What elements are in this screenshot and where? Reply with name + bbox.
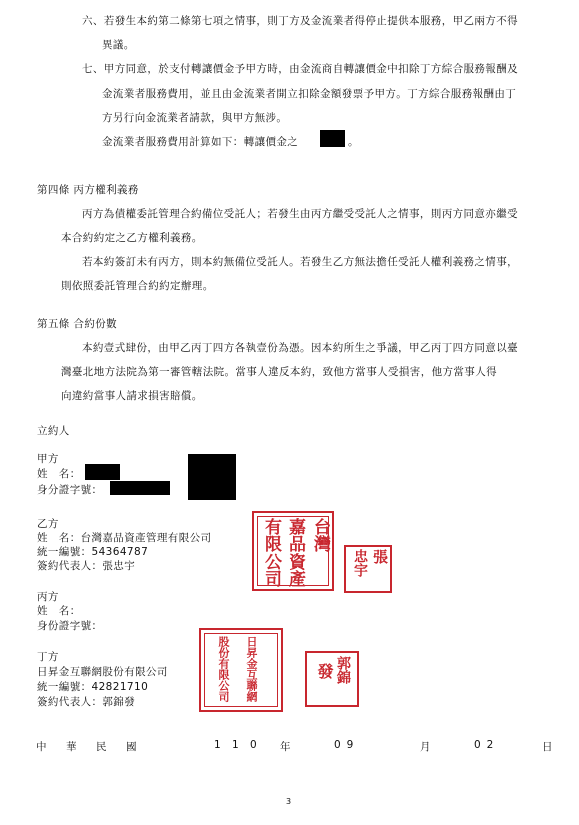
party-d-company: 日昇金互聯網股份有限公司 [37,666,168,678]
party-d-representative: 簽約代表人：郭錦發 [37,696,136,708]
party-a-label: 甲方 [37,453,59,465]
date-year-label: 年 [280,741,291,753]
party-b-representative: 簽約代表人：張忠宇 [37,560,136,572]
party-d-label: 丁方 [37,651,59,663]
redaction-block [85,464,120,480]
date-year-digit: 1 [232,739,239,751]
company-seal-rishengjin: 日昇金互聯網 股份有限公司 [199,628,283,712]
clause5-line3: 向違約當事人請求損害賠償。 [61,390,203,402]
clause3-item7-line4-end: 。 [348,136,359,148]
party-b-tax-id: 統一編號：54364787 [37,546,149,558]
personal-seal-guo: 郭錦 發 [305,651,359,707]
date-char: 華 [66,741,77,753]
date-char: 中 [36,741,47,753]
party-d-tax-id: 統一編號：42821710 [37,681,149,693]
clause5-line2: 灣臺北地方法院為第一審管轄法院。當事人違反本約，致他方當事人受損害，他方當事人得 [61,366,497,378]
party-b-name: 姓 名：台灣嘉品資產管理有限公司 [37,532,212,544]
clause4-heading: 第四條 丙方權利義務 [37,184,139,196]
date-year-digit: 1 [214,739,221,751]
date-month-label: 月 [420,741,431,753]
redaction-block [110,481,170,495]
personal-seal-zhang: 張 忠宇 [344,545,392,593]
redaction-block [188,454,236,500]
party-a-id-label: 身分證字號： [37,484,103,496]
signatories-title: 立約人 [37,425,70,437]
clause3-item6-line1: 六、若發生本約第二條第七項之情事，則丁方及金流業者得停止提供本服務，甲乙兩方不得 [82,15,518,27]
party-c-name-label: 姓 名： [37,605,81,617]
party-a-name-label: 姓 名： [37,468,81,480]
date-day-label: 日 [542,741,553,753]
clause4-line4: 則依照委託管理合約約定辦理。 [61,280,214,292]
clause4-line1: 丙方為債權委託管理合約備位受託人；若發生由丙方繼受受託人之情事，則丙方同意亦繼受 [82,208,518,220]
clause3-item7-line3: 方另行向金流業者請款，與甲方無涉。 [102,112,288,124]
page-number: 3 [286,797,292,806]
company-seal-jiapin: 台灣 嘉品 資產 有限 公司 [252,511,334,591]
date-day: 02 [474,739,500,751]
clause3-item6-line2: 異議。 [102,39,135,51]
clause4-line2: 本合約約定之乙方權利義務。 [61,232,203,244]
clause3-item7-line4: 金流業者服務費用計算如下：轉讓價金之 [102,136,299,148]
clause3-item7-line2: 金流業者服務費用，並且由金流業者開立扣除金額發票予甲方。丁方綜合服務報酬由丁 [102,88,517,100]
clause5-heading: 第五條 合約份數 [37,318,118,330]
clause4-line3: 若本約簽訂未有丙方，則本約無備位受託人。若發生乙方無法擔任受託人權利義務之情事， [82,256,518,268]
date-month: 09 [334,739,360,751]
clause3-item7-line1: 七、甲方同意，於支付轉讓價金予甲方時，由金流商自轉讓價金中扣除丁方綜合服務報酬及 [82,63,518,75]
date-year-digit: 0 [250,739,257,751]
redaction-block [320,130,345,147]
date-char: 民 [96,741,107,753]
date-char: 國 [126,741,137,753]
party-c-label: 丙方 [37,591,59,603]
clause5-line1: 本約壹式肆份，由甲乙丙丁四方各執壹份為憑。因本約所生之爭議，甲乙丙丁四方同意以臺 [82,342,518,354]
party-b-label: 乙方 [37,518,59,530]
party-c-id-label: 身份證字號： [37,620,103,632]
